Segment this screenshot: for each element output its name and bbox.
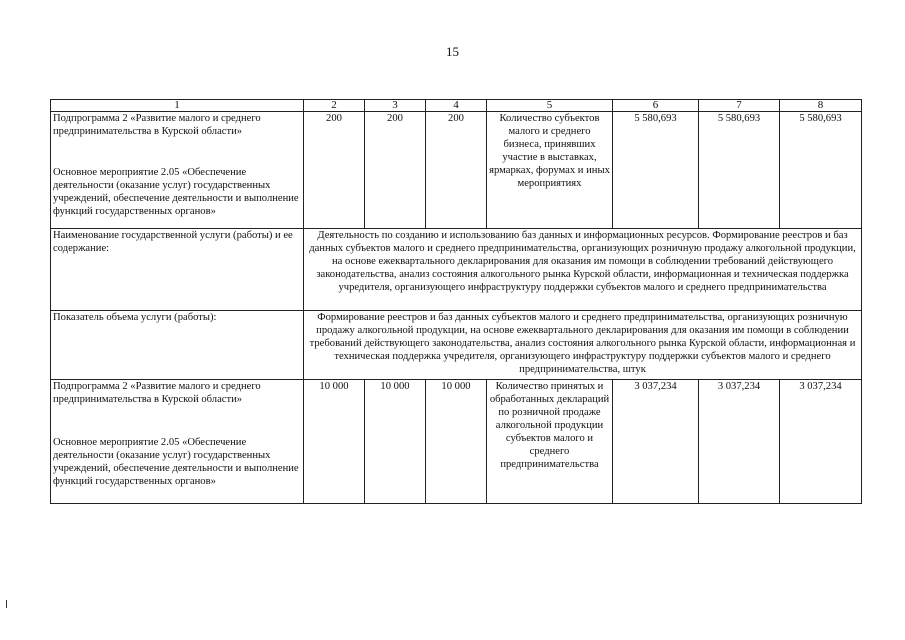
header-cell: 4	[426, 100, 487, 112]
value-col2: 10 000	[304, 380, 365, 504]
program-cell	[51, 380, 304, 504]
value-col8: 3 037,234	[780, 380, 862, 504]
indicator-cell: Количество субъектов малого и среднего бизнеса, принявших участие в выставках, ярмарках, форумах и иных мероприятиях	[487, 112, 613, 229]
table-row	[51, 311, 862, 380]
header-cell: 1	[51, 100, 304, 112]
table-row	[51, 229, 862, 311]
service-label: Наименование государственной услуги (работы) и ее содержание:	[51, 229, 304, 311]
table-row	[51, 112, 862, 229]
service-description: Деятельность по созданию и использованию баз данных и информационных ресурсов. Формирование реестров и баз данных субъектов малого и среднего предпринимательства, организующих розничную продажу алкогольной продукции, на основе ежеквартального декларирования для оказания им помощи в соблюдении требований действующего законодательства, анализ состояния алкогольного рынка Курской области, информационная и техническая поддержка учредителя, организующего инфраструктуру поддержки субъектов малого и среднего предпринимательства	[304, 229, 862, 311]
value-col2: 200	[304, 112, 365, 229]
header-cell: 2	[304, 100, 365, 112]
value-col7: 3 037,234	[699, 380, 780, 504]
header-cell: 8	[780, 100, 862, 112]
data-table	[50, 99, 862, 504]
volume-description: Формирование реестров и баз данных субъектов малого и среднего предпринимательства, организующих розничную продажу алкогольной продукции, на основе ежеквартального декларирования для оказания им помощи в соблюдении требований действующего законодательства, анализ состояния алкогольного рынка Курской области, информационная и техническая поддержка учредителя, организующего инфраструктуру поддержки субъектов малого и среднего предпринимательства, штук	[304, 311, 862, 380]
header-row	[51, 100, 862, 112]
program-name: Подпрограмма 2 «Развитие малого и среднего предпринимательства в Курской области»	[53, 113, 261, 137]
value-col7: 5 580,693	[699, 112, 780, 229]
volume-label: Показатель объема услуги (работы):	[51, 311, 304, 380]
header-cell: 5	[487, 100, 613, 112]
scan-mark	[6, 600, 7, 608]
header-cell: 6	[613, 100, 699, 112]
value-col3: 10 000	[365, 380, 426, 504]
value-col6: 5 580,693	[613, 112, 699, 229]
header-cell: 3	[365, 100, 426, 112]
spacer	[53, 138, 301, 166]
activity-name: Основное мероприятие 2.05 «Обеспечение деятельности (оказание услуг) государственных учреждений, обеспечение деятельности и выполнение функций государственных органов»	[53, 437, 299, 487]
program-name: Подпрограмма 2 «Развитие малого и среднего предпринимательства в Курской области»	[53, 381, 261, 405]
table-row	[51, 380, 862, 504]
program-cell	[51, 112, 304, 229]
activity-name: Основное мероприятие 2.05 «Обеспечение деятельности (оказание услуг) государственных учреждений, обеспечение деятельности и выполнение функций государственных органов»	[53, 167, 299, 217]
spacer	[53, 406, 301, 436]
value-col4: 200	[426, 112, 487, 229]
value-col8: 5 580,693	[780, 112, 862, 229]
value-col6: 3 037,234	[613, 380, 699, 504]
value-col4: 10 000	[426, 380, 487, 504]
value-col3: 200	[365, 112, 426, 229]
indicator-cell: Количество принятых и обработанных деклараций по розничной продаже алкогольной продукции субъектов малого и среднего предпринимательства	[487, 380, 613, 504]
header-cell: 7	[699, 100, 780, 112]
page-number: 15	[446, 44, 459, 59]
